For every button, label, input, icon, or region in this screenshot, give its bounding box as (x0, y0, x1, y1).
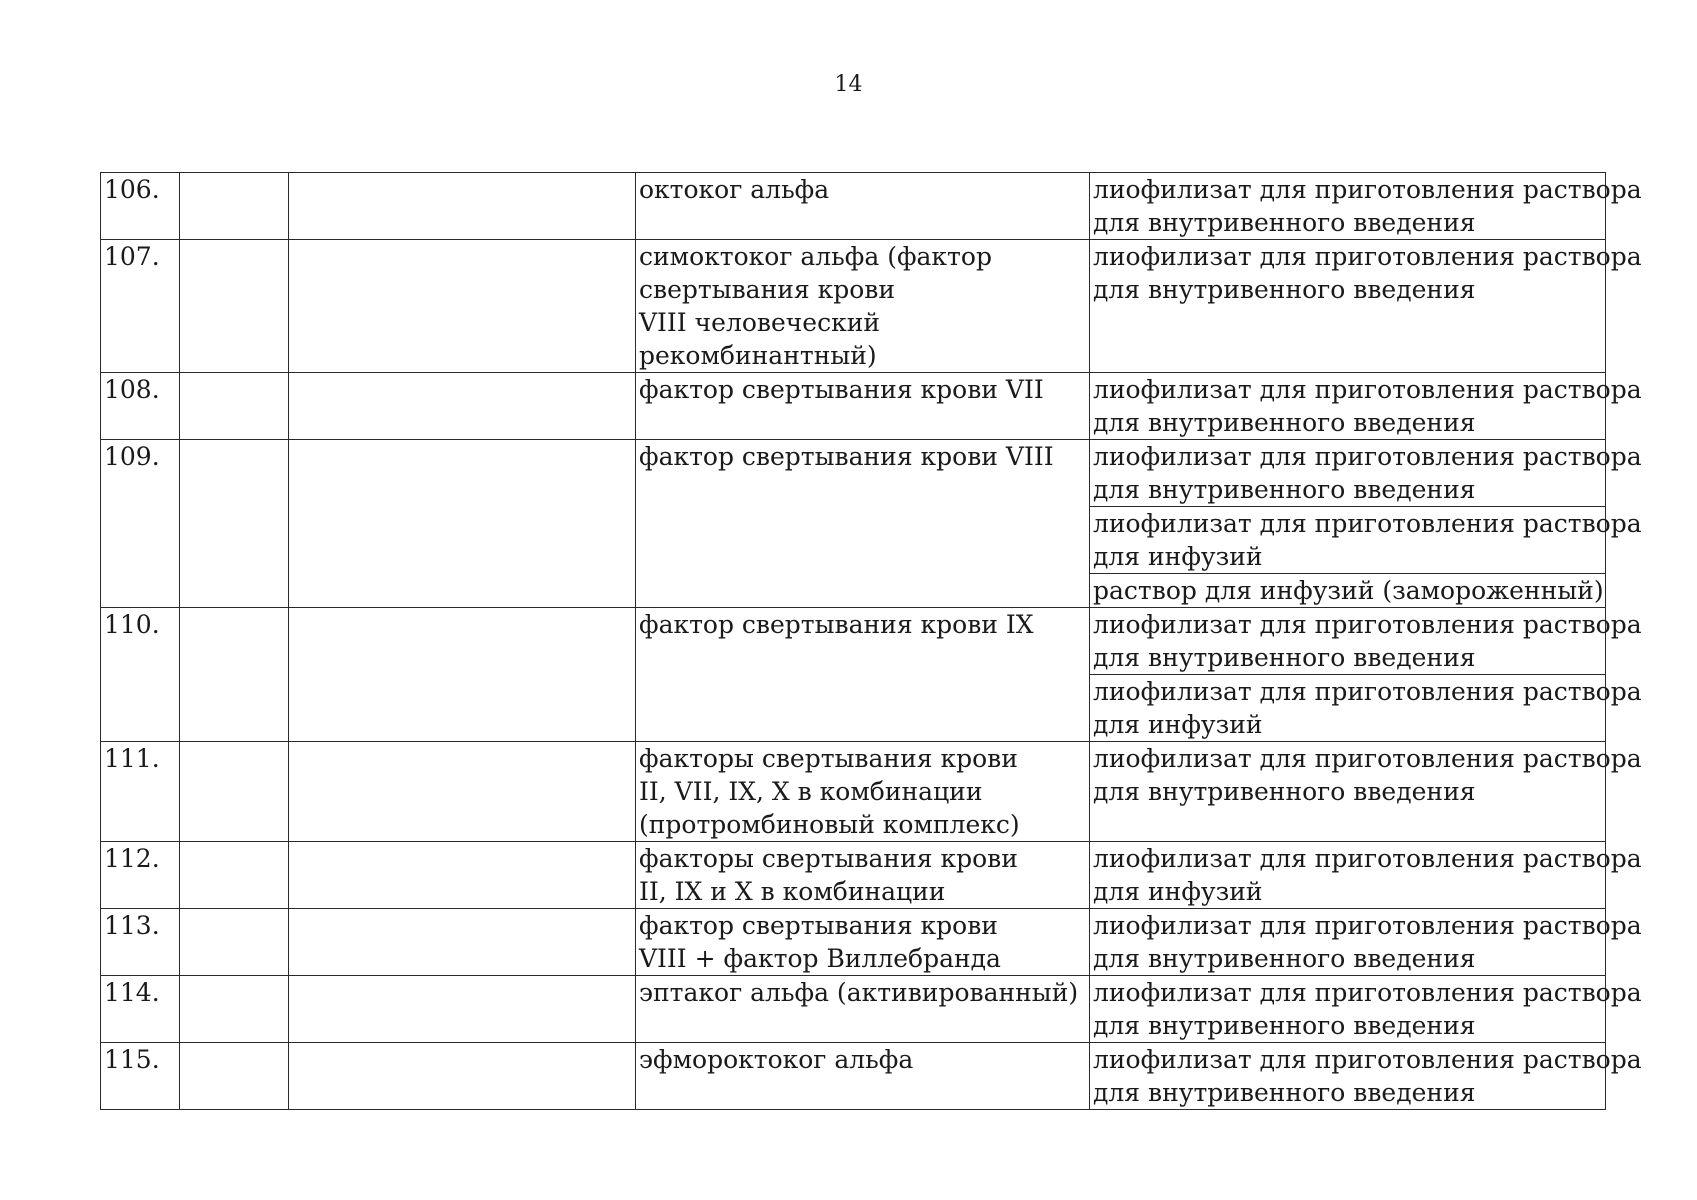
dosage-form-line: для внутривенного введения (1093, 1078, 1476, 1107)
dosage-form-line: раствор для инфузий (замороженный) (1093, 576, 1604, 605)
dosage-form-line: для внутривенного введения (1093, 475, 1476, 504)
drug-name-line: фактор свертывания крови IX (639, 610, 1034, 639)
table-row (101, 373, 1606, 440)
table-row (101, 842, 1606, 909)
drug-table (100, 172, 1642, 1110)
drug-name-cell (636, 1043, 1090, 1110)
table-row (101, 909, 1606, 976)
atc-code-cell (180, 173, 289, 240)
dosage-form-cell (1090, 742, 1642, 842)
table-row (101, 976, 1606, 1043)
dosage-form-cell (1090, 909, 1642, 976)
drug-name-cell (636, 240, 1090, 373)
atc-code-cell (180, 440, 289, 608)
dosage-form-line: для внутривенного введения (1093, 944, 1476, 973)
row-number-cell (101, 240, 180, 373)
drug-name-line: рекомбинантный) (639, 341, 877, 370)
drug-name-cell (636, 742, 1090, 842)
table-row (101, 742, 1606, 842)
dosage-form-cell (1090, 976, 1642, 1043)
dosage-form-cell (1090, 675, 1642, 742)
drug-name-line: эптаког альфа (активированный) (639, 978, 1079, 1007)
group-cell (289, 373, 636, 440)
atc-code-cell (180, 976, 289, 1043)
row-number: 110. (104, 610, 160, 639)
group-cell (289, 608, 636, 742)
dosage-form-line: для инфузий (1093, 542, 1263, 571)
drug-name-line: фактор свертывания крови VII (639, 375, 1044, 404)
dosage-form-line: лиофилизат для приготовления раствора (1093, 375, 1642, 404)
drug-name-line: II, IX и X в комбинации (639, 877, 946, 906)
row-number: 115. (104, 1045, 160, 1074)
group-cell (289, 240, 636, 373)
table-row (101, 440, 1606, 507)
drug-name-line: октоког альфа (639, 175, 830, 204)
drug-name-cell (636, 842, 1090, 909)
dosage-form-line: для внутривенного введения (1093, 208, 1476, 237)
table-body (101, 173, 1642, 1110)
row-number: 108. (104, 375, 160, 404)
dosage-form-cell (1090, 507, 1642, 574)
atc-code-cell (180, 842, 289, 909)
drug-name-line: факторы свертывания крови (639, 844, 1018, 873)
row-number-cell (101, 909, 180, 976)
dosage-form-cell (1090, 608, 1642, 675)
row-number: 112. (104, 844, 160, 873)
drug-name-cell (636, 173, 1090, 240)
dosage-form-cell (1090, 574, 1606, 608)
drug-name-line: факторы свертывания крови (639, 744, 1018, 773)
table-row (101, 608, 1606, 675)
row-number: 114. (104, 978, 160, 1007)
dosage-form-cell (1090, 440, 1642, 507)
drug-name-cell (636, 440, 1090, 608)
drug-name-cell (636, 909, 1090, 976)
row-number-cell (101, 842, 180, 909)
drug-name-line: (протромбиновый комплекс) (639, 810, 1020, 839)
dosage-form-line: для внутривенного введения (1093, 1011, 1476, 1040)
dosage-form-line: лиофилизат для приготовления раствора (1093, 677, 1642, 706)
dosage-form-line: лиофилизат для приготовления раствора (1093, 610, 1642, 639)
dosage-form-line: для внутривенного введения (1093, 408, 1476, 437)
drug-name-line: VIII + фактор Виллебранда (639, 944, 1001, 973)
dosage-form-cell (1090, 1043, 1642, 1110)
group-cell (289, 976, 636, 1043)
row-number-cell (101, 440, 180, 608)
atc-code-cell (180, 1043, 289, 1110)
table-row (101, 240, 1606, 373)
dosage-form-line: для внутривенного введения (1093, 777, 1476, 806)
drug-name-cell (636, 976, 1090, 1043)
dosage-form-line: для инфузий (1093, 710, 1263, 739)
group-cell (289, 909, 636, 976)
table-row (101, 173, 1606, 240)
row-number-cell (101, 1043, 180, 1110)
dosage-form-line: лиофилизат для приготовления раствора (1093, 844, 1642, 873)
atc-code-cell (180, 909, 289, 976)
drug-name-line: фактор свертывания крови (639, 911, 998, 940)
dosage-form-line: лиофилизат для приготовления раствора (1093, 978, 1642, 1007)
row-number: 107. (104, 242, 160, 271)
row-number-cell (101, 173, 180, 240)
table-row (101, 1043, 1606, 1110)
drug-name-line: свертывания крови (639, 275, 896, 304)
group-cell (289, 742, 636, 842)
dosage-form-line: лиофилизат для приготовления раствора (1093, 911, 1642, 940)
page-number: 14 (834, 72, 863, 97)
dosage-form-cell (1090, 173, 1642, 240)
dosage-form-line: для внутривенного введения (1093, 643, 1476, 672)
atc-code-cell (180, 742, 289, 842)
row-number: 113. (104, 911, 160, 940)
dosage-form-line: лиофилизат для приготовления раствора (1093, 509, 1642, 538)
group-cell (289, 440, 636, 608)
dosage-form-line: лиофилизат для приготовления раствора (1093, 442, 1642, 471)
drug-name-line: фактор свертывания крови VIII (639, 442, 1054, 471)
row-number: 106. (104, 175, 160, 204)
drug-name-line: симоктоког альфа (фактор (639, 242, 992, 271)
atc-code-cell (180, 240, 289, 373)
row-number-cell (101, 608, 180, 742)
row-number: 111. (104, 744, 160, 773)
dosage-form-line: для внутривенного введения (1093, 275, 1476, 304)
atc-code-cell (180, 608, 289, 742)
drug-name-line: II, VII, IX, X в комбинации (639, 777, 983, 806)
dosage-form-cell (1090, 842, 1642, 909)
dosage-form-line: лиофилизат для приготовления раствора (1093, 1045, 1642, 1074)
dosage-form-line: для инфузий (1093, 877, 1263, 906)
drug-name-line: эфмороктоког альфа (639, 1045, 914, 1074)
atc-code-cell (180, 373, 289, 440)
dosage-form-cell (1090, 240, 1642, 373)
row-number: 109. (104, 442, 160, 471)
row-number-cell (101, 976, 180, 1043)
row-number-cell (101, 742, 180, 842)
group-cell (289, 173, 636, 240)
drug-name-cell (636, 373, 1090, 440)
group-cell (289, 842, 636, 909)
drug-name-cell (636, 608, 1090, 742)
dosage-form-line: лиофилизат для приготовления раствора (1093, 242, 1642, 271)
drug-name-line: VIII человеческий (639, 308, 881, 337)
row-number-cell (101, 373, 180, 440)
dosage-form-line: лиофилизат для приготовления раствора (1093, 175, 1642, 204)
dosage-form-line: лиофилизат для приготовления раствора (1093, 744, 1642, 773)
group-cell (289, 1043, 636, 1110)
dosage-form-cell (1090, 373, 1642, 440)
